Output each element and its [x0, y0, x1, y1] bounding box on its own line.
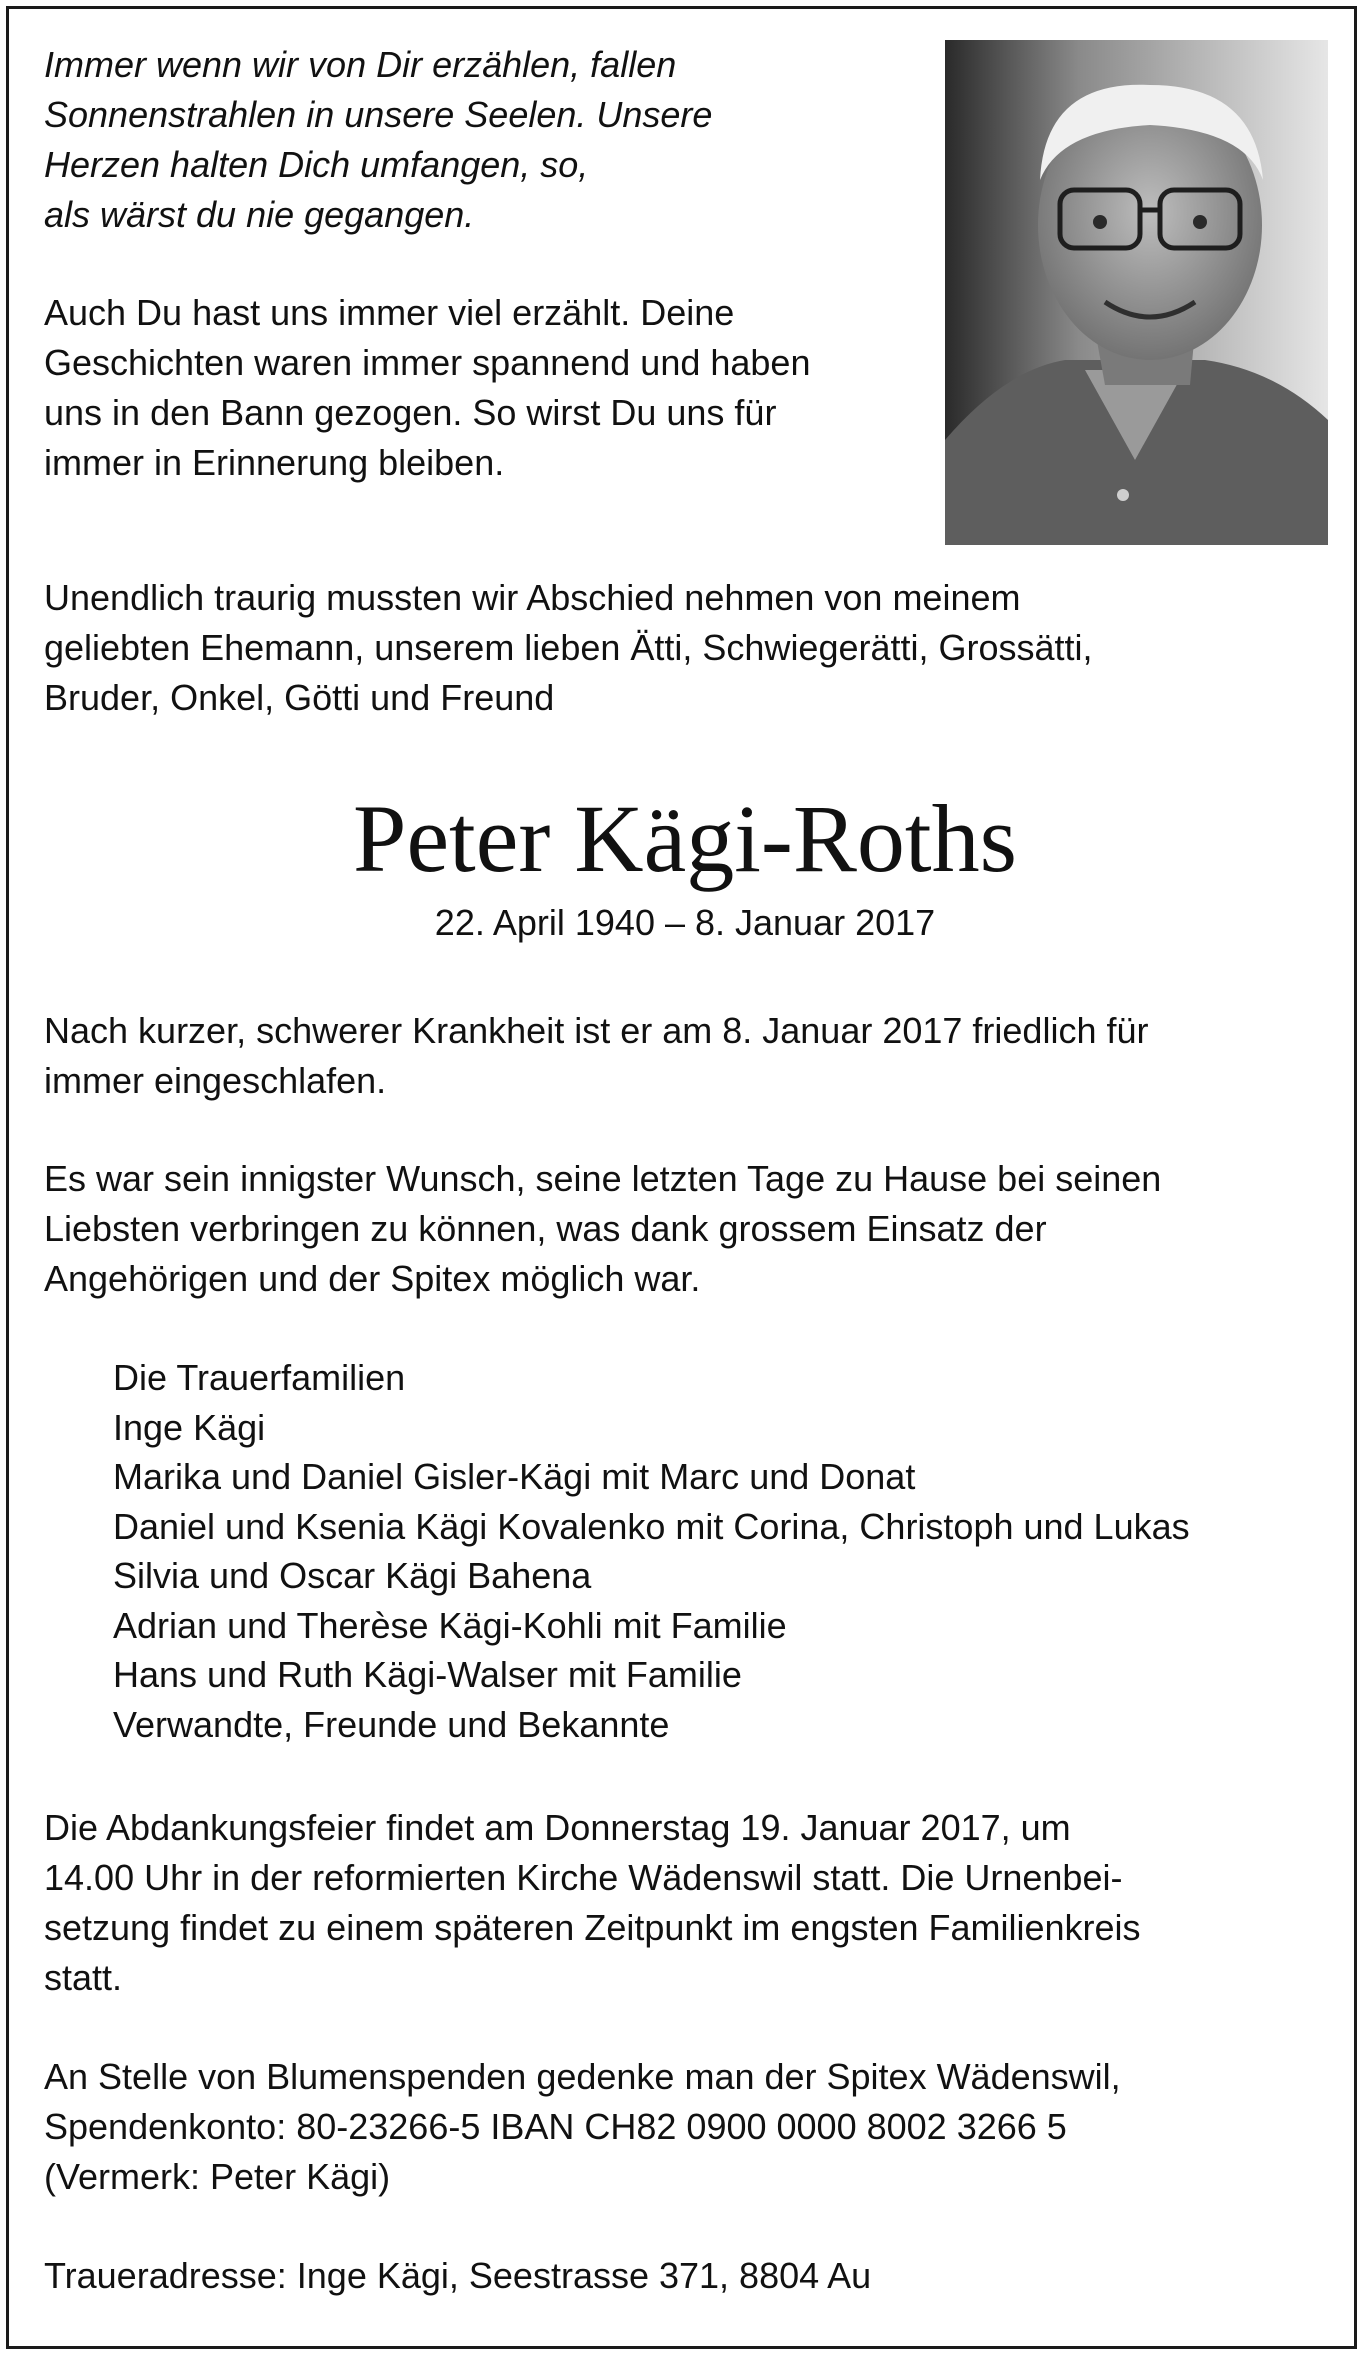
family-list-item: Verwandte, Freunde und Bekannte [113, 1703, 670, 1745]
passing-line: Nach kurzer, schwerer Krankheit ist er am 8. Januar 2017 friedlich für [44, 1010, 1149, 1051]
portrait-photo-icon [945, 40, 1328, 545]
tribute-paragraph [44, 288, 810, 488]
tribute-line: Auch Du hast uns immer viel erzählt. Deine [44, 292, 735, 333]
life-dates: 22. April 1940 – 8. Januar 2017 [434, 902, 936, 943]
family-list-item: Hans und Ruth Kägi-Walser mit Familie [113, 1654, 742, 1695]
intro-line: geliebten Ehemann, unserem lieben Ätti, Schwiegerätti, Grossätti, [44, 627, 1093, 668]
tribute-line: uns in den Bann gezogen. So wirst Du uns für [44, 392, 777, 433]
poem-line: Immer wenn wir von Dir erzählen, fallen [44, 44, 677, 85]
ceremony-line: setzung findet zu einem späteren Zeitpunkt im engsten Familienkreis [44, 1907, 1141, 1948]
poem-block [44, 40, 712, 240]
wish-paragraph [44, 1154, 1161, 1304]
passing-line: immer eingeschlafen. [44, 1060, 387, 1101]
family-list-item: Die Trauerfamilien [113, 1357, 406, 1398]
intro-paragraph [44, 573, 1093, 723]
intro-line: Bruder, Onkel, Götti und Freund [44, 677, 555, 718]
wish-line: Liebsten verbringen zu können, was dank grossem Einsatz der [44, 1208, 1047, 1249]
donation-line: (Vermerk: Peter Kägi) [44, 2156, 391, 2197]
donation-line: Spendenkonto: 80-23266-5 IBAN CH82 0900 0000 8002 3266 5 [44, 2106, 1067, 2147]
family-list-item: Marika und Daniel Gisler-Kägi mit Marc und Donat [113, 1456, 916, 1497]
family-list-item: Silvia und Oscar Kägi Bahena [113, 1555, 592, 1596]
family-list-item: Daniel und Ksenia Kägi Kovalenko mit Corina, Christoph und Lukas [113, 1505, 1190, 1547]
donation-paragraph [44, 2052, 1121, 2202]
tribute-line: Geschichten waren immer spannend und haben [44, 342, 811, 383]
tribute-line: immer in Erinnerung bleiben. [44, 442, 505, 483]
ceremony-line: Die Abdankungsfeier findet am Donnerstag 19. Januar 2017, um [44, 1807, 1071, 1848]
ceremony-paragraph [44, 1803, 1141, 2003]
ceremony-line: statt. [44, 1957, 123, 1998]
wish-line: Es war sein innigster Wunsch, seine letzten Tage zu Hause bei seinen [44, 1158, 1162, 1199]
poem-line: als wärst du nie gegangen. [44, 194, 475, 235]
intro-line: Unendlich traurig mussten wir Abschied nehmen von meinem [44, 577, 1021, 618]
family-list-item: Adrian und Therèse Kägi-Kohli mit Familie [113, 1604, 787, 1646]
family-list-item: Inge Kägi [113, 1406, 266, 1448]
ceremony-line: 14.00 Uhr in der reformierten Kirche Wädenswil statt. Die Urnenbei- [44, 1857, 1123, 1898]
mourning-address: Traueradresse: Inge Kägi, Seestrasse 371, 8804 Au [44, 2255, 872, 2296]
mourning-family-list [113, 1353, 1190, 1749]
deceased-name: Peter Kägi-Roths [353, 785, 1017, 892]
poem-line: Sonnenstrahlen in unsere Seelen. Unsere [44, 94, 713, 135]
wish-line: Angehörigen und der Spitex möglich war. [44, 1258, 701, 1299]
donation-line: An Stelle von Blumenspenden gedenke man der Spitex Wädenswil, [44, 2056, 1121, 2097]
portrait-photo [945, 40, 1328, 545]
poem-line: Herzen halten Dich umfangen, so, [44, 144, 589, 185]
passing-paragraph [44, 1006, 1149, 1106]
